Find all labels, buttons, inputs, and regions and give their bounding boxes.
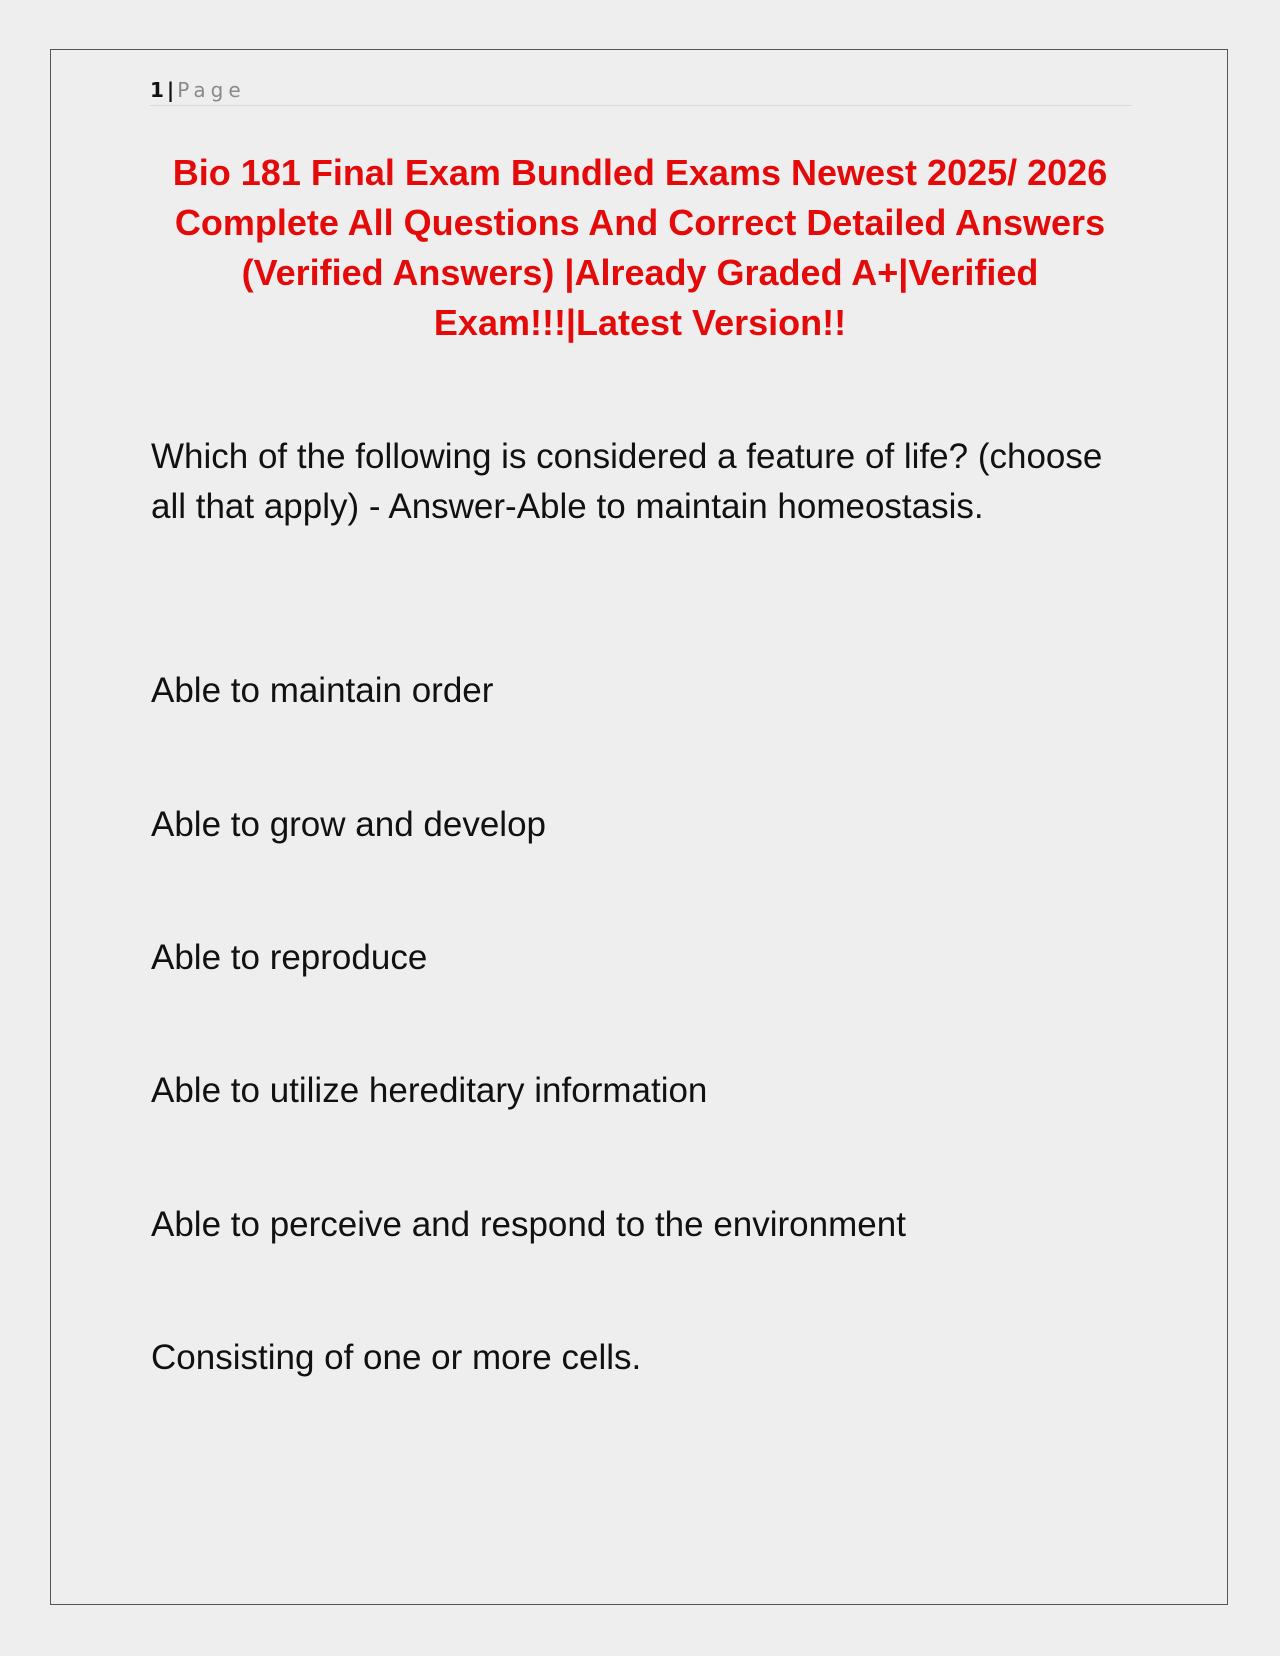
page-label: Page xyxy=(177,78,246,102)
answer-item-grow-develop: Able to grow and develop xyxy=(151,805,546,844)
answer-item-hereditary-info: Able to utilize hereditary information xyxy=(151,1071,708,1110)
answer-item-reproduce: Able to reproduce xyxy=(151,938,428,977)
question-text: Which of the following is considered a feature of life? (choose all that apply) - Answer-Able to maintain homeostasis. xyxy=(151,437,1103,526)
answer-item-perceive-respond: Able to perceive and respond to the environment xyxy=(151,1205,906,1244)
page-header xyxy=(150,76,1132,106)
answer-item-cells: Consisting of one or more cells. xyxy=(151,1338,642,1377)
document-title: Bio 181 Final Exam Bundled Exams Newest 2025/ 2026 Complete All Questions And Correct Detailed Answers (Verified Answers) |Already Graded A+|Verified Exam!!!|Latest Version!! xyxy=(172,152,1108,343)
page-number: 1 xyxy=(150,78,164,102)
answer-item-maintain-order: Able to maintain order xyxy=(151,671,494,710)
header-separator: | xyxy=(166,78,175,102)
